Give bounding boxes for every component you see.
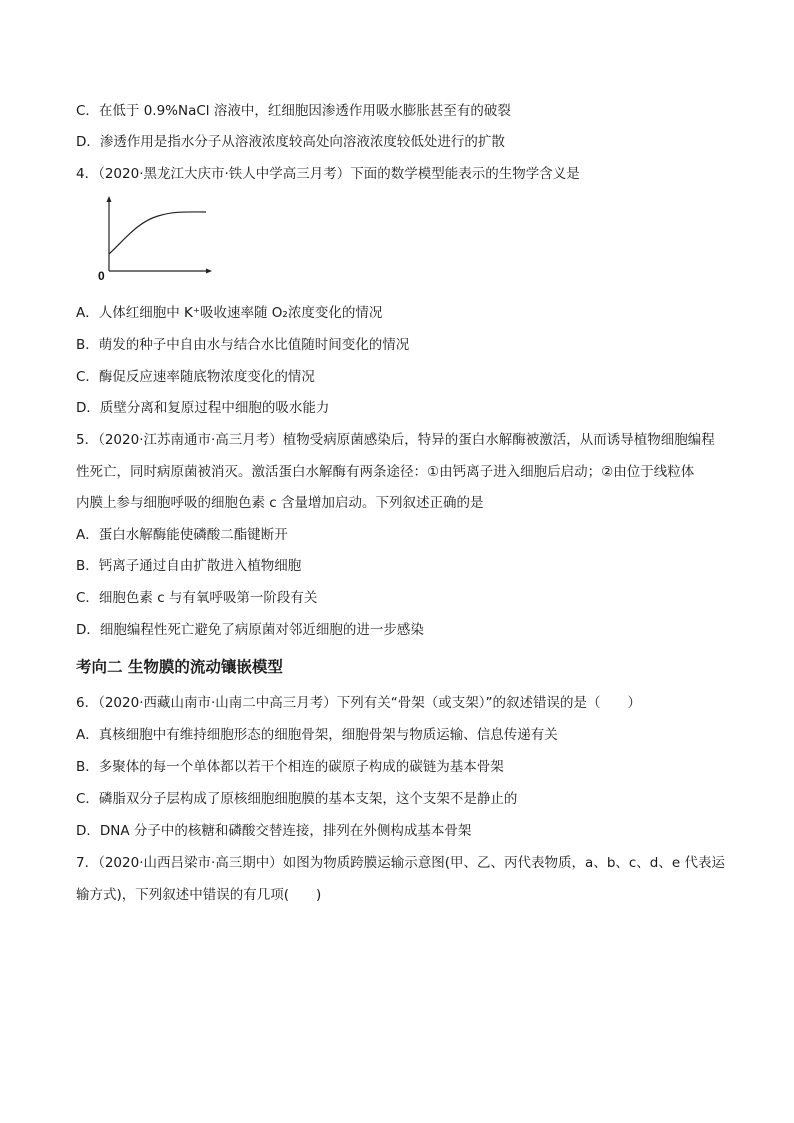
- y-axis-arrow: [107, 196, 112, 202]
- q3-option-c: C．在低于 0.9%NaCl 溶液中，红细胞因渗透作用吸水膨胀甚至有的破裂: [76, 103, 511, 119]
- q4-option-d: D．质壁分离和复原过程中细胞的吸水能力: [76, 400, 330, 416]
- q6-option-d: D．DNA 分子中的核糖和磷酸交替连接，排列在外侧构成基本骨架: [76, 823, 472, 839]
- q4-option-c: C．酶促反应速率随底物浓度变化的情况: [76, 369, 315, 385]
- q6-option-b: B．多聚体的每一个单体都以若干个相连的碳原子构成的碳链为基本骨架: [76, 759, 504, 775]
- saturation-curve: [109, 212, 206, 254]
- q7-stem-line2: 输方式)，下列叙述中错误的有几项( ): [76, 887, 322, 903]
- q6-stem: 6．（2020·西藏山南市·山南二中高三月考）下列有关“骨架（或支架）”的叙述错误的是（ ）: [76, 695, 642, 711]
- q5-stem-line2: 性死亡，同时病原菌被消灭。激活蛋白水解酶有两条途径：①由钙离子进入细胞后启动；②由位于线粒体: [76, 464, 695, 480]
- x-axis-arrow: [206, 269, 212, 274]
- q4-stem: 4．（2020·黑龙江大庆市·铁人中学高三月考）下面的数学模型能表示的生物学含义是: [76, 166, 580, 182]
- q5-option-d: D．细胞编程性死亡避免了病原菌对邻近细胞的进一步感染: [76, 622, 424, 638]
- q5-option-c: C．细胞色素 c 与有氧呼吸第一阶段有关: [76, 590, 318, 606]
- q3-option-d: D．渗透作用是指水分子从溶液浓度较高处向溶液浓度较低处进行的扩散: [76, 134, 505, 150]
- q5-stem-line3: 内膜上参与细胞呼吸的细胞色素 c 含量增加启动。下列叙述正确的是: [76, 495, 484, 511]
- q6-option-c: C．磷脂双分子层构成了原核细胞细胞膜的基本支架，这个支架不是静止的: [76, 791, 518, 807]
- q6-option-a: A．真核细胞中有维持细胞形态的细胞骨架，细胞骨架与物质运输、信息传递有关: [76, 727, 558, 743]
- origin-label: 0: [98, 269, 105, 283]
- q4-option-a: A．人体红细胞中 K⁺吸收速率随 O₂浓度变化的情况: [76, 305, 383, 321]
- q7-stem-line1: 7．（2020·山西吕梁市·高三期中）如图为物质跨膜运输示意图(甲、乙、丙代表物质，a、b、c、d、e 代表运: [76, 855, 725, 871]
- math-model-graph: [96, 196, 216, 286]
- q4-option-b: B．萌发的种子中自由水与结合水比值随时间变化的情况: [76, 337, 410, 353]
- q5-option-a: A．蛋白水解酶能使磷酸二酯键断开: [76, 527, 288, 543]
- q5-stem-line1: 5．（2020·江苏南通市·高三月考）植物受病原菌感染后，特异的蛋白水解酶被激活，从而诱导植物细胞编程: [76, 432, 715, 448]
- section-heading: 考向二 生物膜的流动镶嵌模型: [76, 658, 283, 676]
- q5-option-b: B．钙离子通过自由扩散进入植物细胞: [76, 558, 302, 574]
